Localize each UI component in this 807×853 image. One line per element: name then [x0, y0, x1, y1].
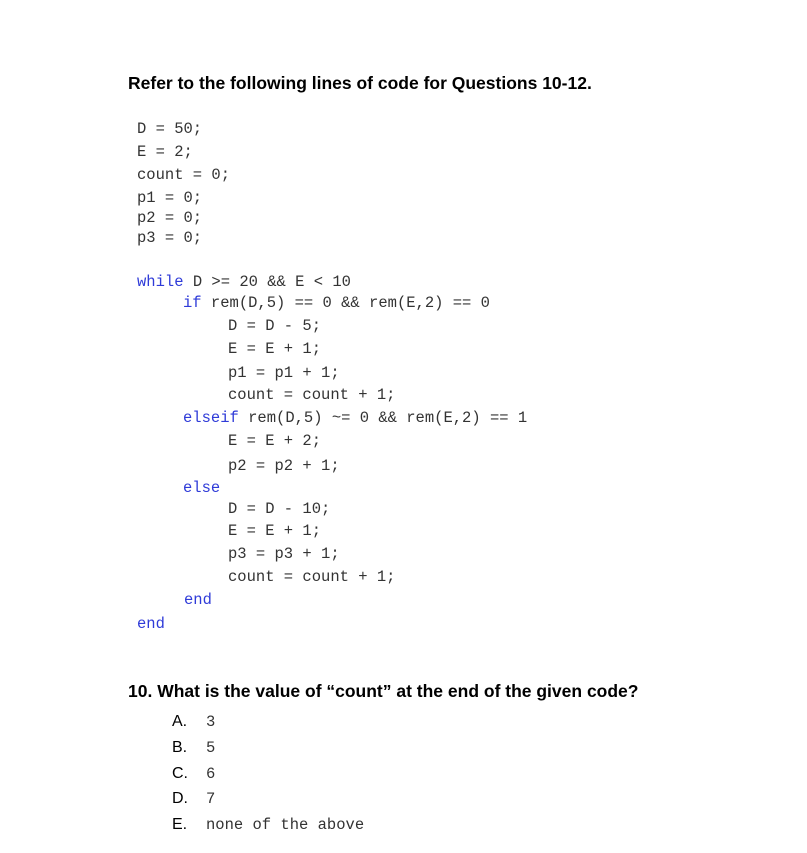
code-line: D = 50; [137, 120, 203, 138]
code-line: p1 = 0; [137, 189, 203, 207]
option-e [172, 816, 364, 834]
code-line: count = count + 1; [228, 386, 396, 404]
keyword-end-outer: end [137, 615, 165, 633]
option-text: 5 [206, 739, 216, 757]
code-line: D = D - 10; [228, 500, 331, 518]
code-line: E = E + 1; [228, 340, 322, 358]
code-line-if [183, 294, 490, 312]
keyword-while: while [137, 273, 184, 291]
code-line: p3 = 0; [137, 229, 203, 247]
keyword-else: else [183, 479, 221, 497]
code-line-elseif [183, 409, 527, 427]
keyword-elseif: elseif [183, 409, 239, 427]
code-line: D = D - 5; [228, 317, 322, 335]
option-text: 3 [206, 713, 216, 731]
code-line-while [137, 273, 351, 291]
keyword-end-inner: end [184, 591, 212, 609]
option-c [172, 765, 215, 783]
code-line: p2 = 0; [137, 209, 203, 227]
option-letter: B. [172, 739, 188, 756]
question-heading: 10. What is the value of “count” at the end of the given code? [128, 681, 639, 701]
code-line: E = E + 1; [228, 522, 322, 540]
option-b [172, 739, 215, 757]
option-text: none of the above [206, 816, 365, 834]
option-text: 7 [206, 790, 216, 808]
code-line: E = 2; [137, 143, 193, 161]
code-line: p1 = p1 + 1; [228, 364, 340, 382]
option-d [172, 790, 215, 808]
if-condition: rem(D,5) == 0 && rem(E,2) == 0 [201, 294, 490, 312]
code-line: count = 0; [137, 166, 231, 184]
keyword-if: if [183, 294, 202, 312]
option-letter: C. [172, 765, 188, 782]
option-letter: A. [172, 713, 188, 730]
code-line: p2 = p2 + 1; [228, 457, 340, 475]
option-a [172, 713, 215, 731]
code-line: count = count + 1; [228, 568, 396, 586]
option-text: 6 [206, 765, 216, 783]
option-letter: D. [172, 790, 188, 807]
elseif-condition: rem(D,5) ~= 0 && rem(E,2) == 1 [238, 409, 528, 427]
while-condition: D >= 20 && E < 10 [183, 273, 351, 291]
option-letter: E. [172, 816, 188, 833]
code-line: p3 = p3 + 1; [228, 545, 340, 563]
code-line: E = E + 2; [228, 432, 322, 450]
intro-heading: Refer to the following lines of code for Questions 10-12. [128, 73, 592, 93]
